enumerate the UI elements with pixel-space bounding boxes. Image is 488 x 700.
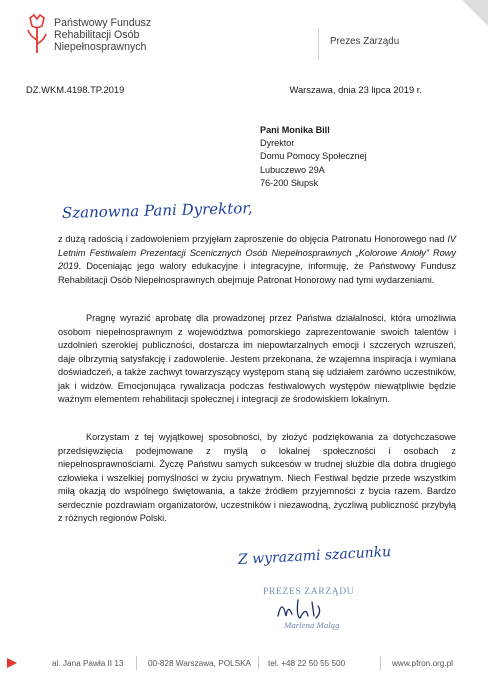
reference-number: DZ.WKM.4198.TP.2019 [26, 84, 125, 95]
footer-phone: tel. +48 22 50 55 500 [268, 659, 346, 668]
recipient-line: Dyrektor [260, 138, 295, 149]
logo-line: Państwowy Fundusz [54, 17, 152, 29]
recipient-line: 76-200 Słupsk [260, 177, 319, 188]
footer-website-link[interactable]: www.pfron.org.pl [392, 659, 453, 668]
body-paragraph-3: Korzystam z tej wyjątkowej sposobności, by złożyć podziękowania za dotychczasowe przedsięwzięcia podejmowane z myślą o lokalnej społeczności i osobach z niepełnosprawnościami. Życzę Państwu samych sukcesów w trudnej służbie dla dobra drugiego człowieka i wszelkiej pomyślności w życiu prywatnym. Niech Festiwal będzie przede wszystkim miłą okazją do wspólnego świętowania, a także źródłem przyjemności z bycia razem. Bardzo serdecznie pozdrawiam organizatorów, uczestników i niezawodną, życzliwą publiczność przybyłą z różnych regionów Polski. [58, 432, 456, 523]
pfron-logo-icon [26, 14, 48, 54]
handwritten-salutation: Szanowna Pani Dyrektor, [61, 199, 253, 222]
logo-line: Rehabilitacji Osób [54, 29, 140, 42]
logo-line: Niepełnosprawnych [54, 41, 147, 54]
body-paragraph-1 [58, 233, 456, 287]
festival-name: IV Letnim Festiwalem Prezentacji Scenicznych Osób Niepełnosprawnych „Kolorowe Anioły” Rowy 2019 [58, 234, 456, 271]
p1-text-b: . Doceniając jego walory edukacyjne i integracyjne, informuję, że Państwowy Fundusz Rehabilitacji Osób Niepełnosprawnych obejmuje Patronat Honorowy nad tymi wydarzeniami. [58, 261, 456, 285]
footer-divider [380, 656, 381, 670]
header-role: Prezes Zarządu [330, 36, 400, 47]
footer-address: al. Jana Pawła II 13 [52, 659, 124, 668]
stamp-name: Marlena Maląg [284, 620, 340, 630]
recipient-line: Lubuczewo 29A [260, 164, 325, 175]
recipient-line: Domu Pomocy Społecznej [260, 151, 367, 162]
recipient-name: Pani Monika Bill [260, 125, 330, 135]
body-paragraph-2: Pragnę wyrazić aprobatę dla prowadzonej przez Państwa działalności, która umożliwia osobom niepełnosprawnym z województwa pomorskiego zaprezentowanie swoich talentów i uzdolnień szerokiej publiczności, dostarcza im niepowtarzalnych emocji i szczerych wzruszeń, daje olbrzymią satysfakcję i zadowolenie. Jestem przekonana, że wzajemna inspiracja i wymiana doświadczeń, a także zachwyt towarzyszący występom staną się udziałem zarówno uczestników, jak i widzów. Emocjonująca rywalizacja podczas festiwalowych występów niewątpliwie będzie ważnym elementem rehabilitacji społecznej i integracji ze środowiskiem lokalnym. [58, 313, 456, 404]
header-divider [318, 28, 319, 60]
p1-text-a: z dużą radością i zadowoleniem przyjęłam zaproszenie do objęcia Patronatu Honorowego nad [58, 234, 448, 244]
footer-city: 00-828 Warszawa, POLSKA [148, 659, 251, 668]
footer-arrow-icon [6, 657, 18, 669]
footer-divider [258, 656, 259, 670]
page-corner-mark [462, 0, 488, 26]
logo-wordmark [54, 17, 214, 54]
handwritten-closing: Z wyrazami szacunku [237, 543, 392, 568]
stamp-role: PREZES ZARZĄDU [263, 586, 355, 597]
letter-date: Warszawa, dnia 23 lipca 2019 r. [289, 84, 422, 95]
recipient-block [260, 124, 367, 190]
footer-divider [136, 656, 137, 670]
